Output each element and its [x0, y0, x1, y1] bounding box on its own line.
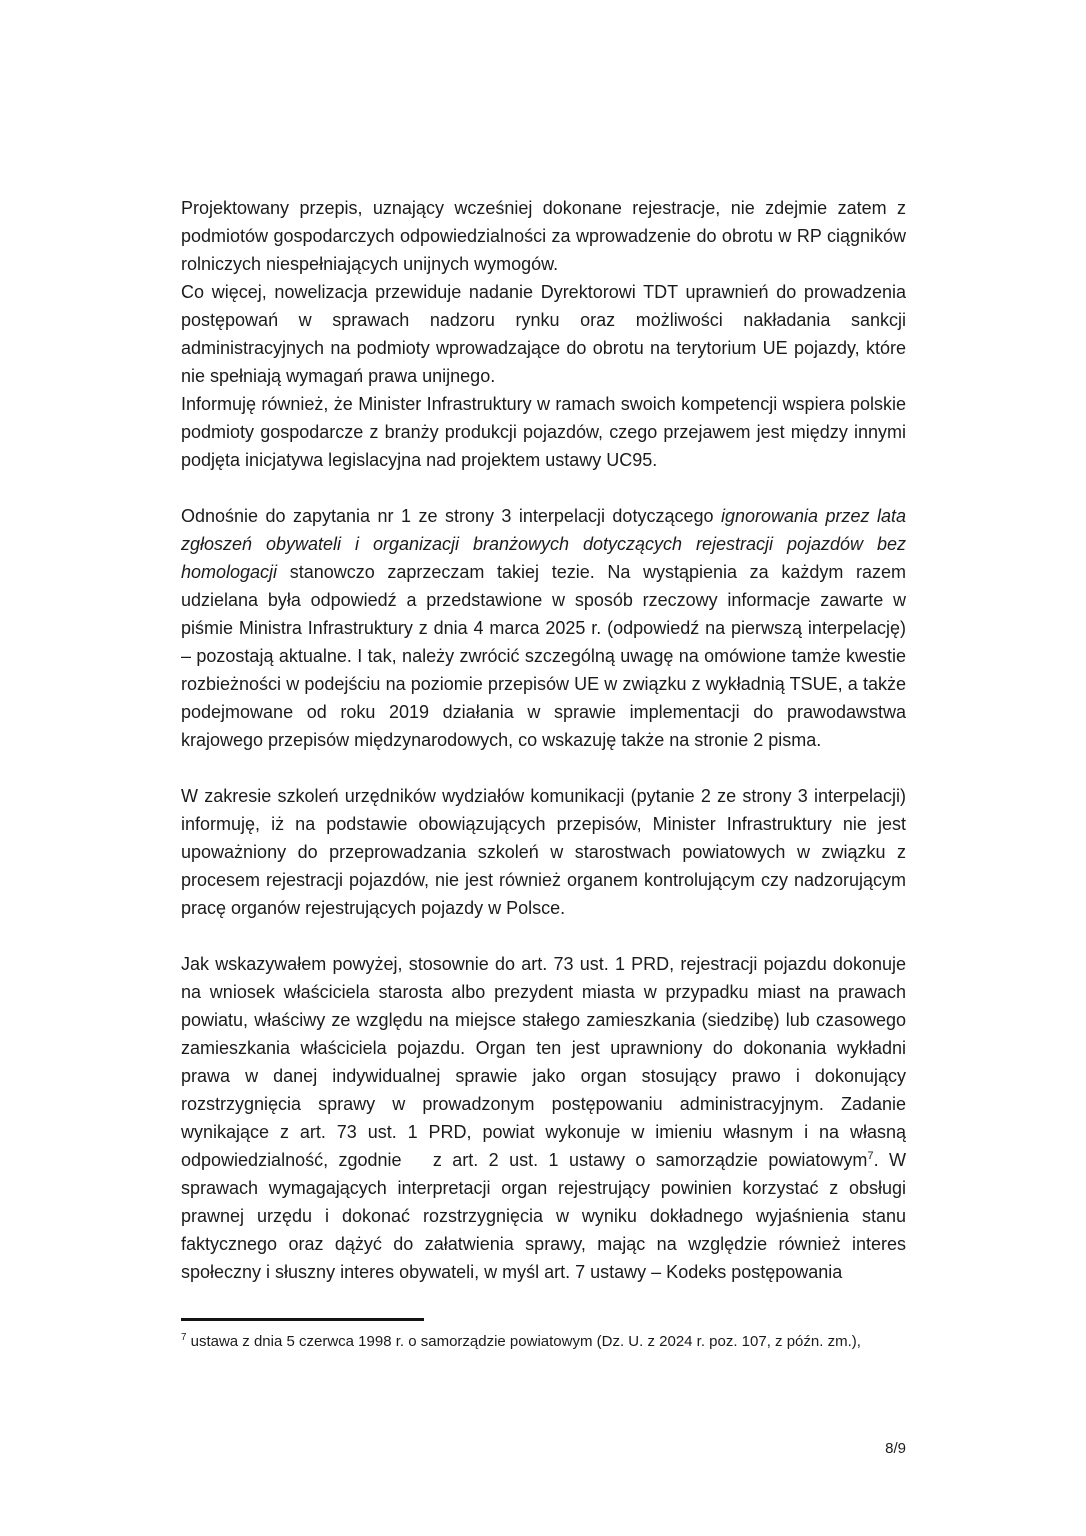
paragraph	[181, 194, 906, 278]
text-run: Co więcej, nowelizacja przewiduje nadanie Dyrektorowi TDT uprawnień do prowadzenia postępowań w sprawach nadzoru rynku oraz możliwości nakładania sankcji administracyjnych na podmioty wprowadzające do obrotu na terytorium UE pojazdy, które nie spełniają wymagań prawa unijnego.	[181, 282, 906, 386]
quoted-italic-text: ignorowania przez lata zgłoszeń obywateli i organizacji branżowych dotyczących rejestracji pojazdów bez homologacji	[181, 506, 906, 582]
body-text	[181, 194, 906, 1286]
text-run: Projektowany przepis, uznający wcześniej dokonane rejestracje, nie zdejmie zatem z podmiotów gospodarczych odpowiedzialności za wprowadzenie do obrotu w RP ciągników rolniczych niespełniających unijnych wymogów.	[181, 198, 906, 274]
text-run: Odnośnie do zapytania nr 1 ze strony 3 interpelacji dotyczącego	[181, 506, 721, 526]
paragraph	[181, 782, 906, 922]
footnote-marker: 7	[181, 1332, 187, 1343]
footnote-separator	[181, 1318, 424, 1321]
text-run: Jak wskazywałem powyżej, stosownie do art. 73 ust. 1 PRD, rejestracji pojazdu dokonuje na wniosek właściciela starosta albo prezydent miasta w przypadku miast na prawach powiatu, właściwy ze względu na miejsce stałego zamieszkania (siedzibę) lub czasowego zamieszkania właściciela pojazdu. Organ ten jest uprawniony do dokonania wykładni prawa w danej indywidualnej sprawie jako organ stosujący prawo i dokonujący rozstrzygnięcia sprawy w prowadzonym postępowaniu administracyjnym. Zadanie wynikające z art. 73 ust. 1 PRD, powiat wykonuje w imieniu własnym i na własną odpowiedzialność, zgodnie z art. 2 ust. 1 ustawy o samorządzie powiatowym	[181, 954, 906, 1170]
paragraph	[181, 502, 906, 754]
footnote	[181, 1318, 906, 1367]
paragraph	[181, 278, 906, 390]
footnote-text	[181, 1332, 906, 1352]
paragraph	[181, 950, 906, 1286]
footnote-body: ustawa z dnia 5 czerwca 1998 r. o samorządzie powiatowym (Dz. U. z 2024 r. poz. 107, z późn. zm.),	[186, 1333, 861, 1350]
page-number: 8/9	[885, 1440, 906, 1457]
text-run: . W sprawach wymagających interpretacji organ rejestrujący powinien korzystać z obsługi prawnej urzędu i dokonać rozstrzygnięcia w wyniku dokładnego wyjaśnienia stanu faktycznego oraz dążyć do załatwienia sprawy, mając na względzie również interes społeczny i słuszny interes obywateli, w myśl art. 7 ustawy – Kodeks postępowania	[181, 1150, 906, 1282]
text-run: W zakresie szkoleń urzędników wydziałów komunikacji (pytanie 2 ze strony 3 interpelacji) informuję, iż na podstawie obowiązujących przepisów, Minister Infrastruktury nie jest upoważniony do przeprowadzania szkoleń w starostwach powiatowych w związku z procesem rejestracji pojazdów, nie jest również organem kontrolującym czy nadzorującym pracę organów rejestrujących pojazdy w Polsce.	[181, 786, 906, 918]
text-run: Informuję również, że Minister Infrastruktury w ramach swoich kompetencji wspiera polskie podmioty gospodarcze z branży produkcji pojazdów, czego przejawem jest między innymi podjęta inicjatywa legislacyjna nad projektem ustawy UC95.	[181, 394, 906, 470]
text-run: stanowczo zaprzeczam takiej tezie. Na wystąpienia za każdym razem udzielana była odpowiedź a przedstawione w sposób rzeczowy informacje zawarte w piśmie Ministra Infrastruktury z dnia 4 marca 2025 r. (odpowiedź na pierwszą interpelację) – pozostają aktualne. I tak, należy zwrócić szczególną uwagę na omówione tamże kwestie rozbieżności w podejściu na poziomie przepisów UE w związku z wykładnią TSUE, a także podejmowane od roku 2019 działania w sprawie implementacji do prawodawstwa krajowego przepisów międzynarodowych, co wskazuję także na stronie 2 pisma.	[181, 562, 906, 750]
footnote-reference: 7	[867, 1150, 874, 1162]
paragraph	[181, 390, 906, 474]
